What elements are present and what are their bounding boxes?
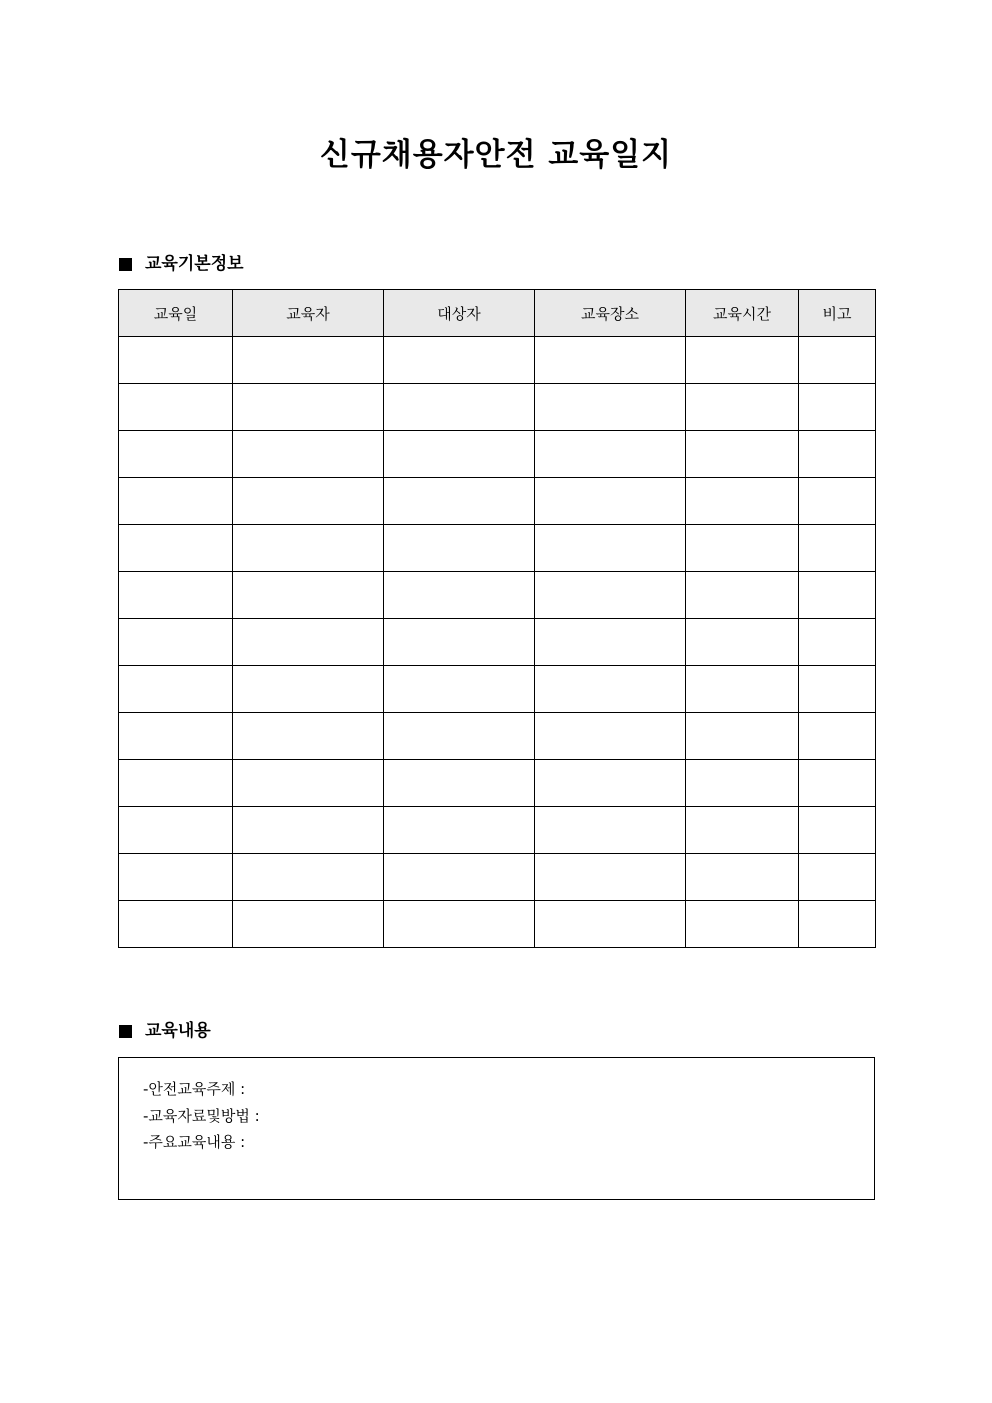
table-cell-trainee[interactable] [384,760,535,807]
column-header-location: 교육장소 [535,290,686,337]
table-cell-duration[interactable] [686,854,799,901]
table-cell-instructor[interactable] [233,807,384,854]
table-cell-remarks[interactable] [799,901,876,948]
table-cell-duration[interactable] [686,760,799,807]
column-header-trainee: 대상자 [384,290,535,337]
table-cell-date[interactable] [119,901,233,948]
table-cell-instructor[interactable] [233,431,384,478]
table-cell-remarks[interactable] [799,431,876,478]
table-cell-date[interactable] [119,666,233,713]
table-cell-instructor[interactable] [233,384,384,431]
table-cell-date[interactable] [119,337,233,384]
table-cell-remarks[interactable] [799,713,876,760]
table-cell-remarks[interactable] [799,666,876,713]
table-cell-duration[interactable] [686,619,799,666]
section-heading-label: 교육내용 [145,1021,211,1041]
table-cell-date[interactable] [119,760,233,807]
table-cell-duration[interactable] [686,572,799,619]
table-cell-remarks[interactable] [799,478,876,525]
table-cell-date[interactable] [119,572,233,619]
table-cell-instructor[interactable] [233,854,384,901]
table-cell-date[interactable] [119,384,233,431]
table-cell-location[interactable] [535,431,686,478]
section-heading-basic-info [119,252,244,276]
table-cell-date[interactable] [119,807,233,854]
table-cell-location[interactable] [535,572,686,619]
table-cell-instructor[interactable] [233,478,384,525]
table-row [119,525,876,572]
table-cell-date[interactable] [119,854,233,901]
column-header-instructor: 교육자 [233,290,384,337]
table-cell-instructor[interactable] [233,901,384,948]
table-cell-instructor[interactable] [233,760,384,807]
table-cell-trainee[interactable] [384,619,535,666]
table-row [119,713,876,760]
table-cell-instructor[interactable] [233,525,384,572]
table-row [119,478,876,525]
table-cell-location[interactable] [535,760,686,807]
table-cell-date[interactable] [119,713,233,760]
table-cell-duration[interactable] [686,713,799,760]
column-header-date: 교육일 [119,290,233,337]
table-cell-remarks[interactable] [799,807,876,854]
content-line-topic: -안전교육주제 : [143,1080,246,1098]
table-row [119,901,876,948]
square-bullet-icon [119,258,132,271]
table-cell-location[interactable] [535,384,686,431]
table-cell-location[interactable] [535,713,686,760]
table-cell-date[interactable] [119,478,233,525]
table-cell-instructor[interactable] [233,619,384,666]
table-cell-instructor[interactable] [233,666,384,713]
basic-info-table [118,289,876,948]
table-cell-trainee[interactable] [384,478,535,525]
table-row [119,431,876,478]
table-cell-duration[interactable] [686,478,799,525]
table-cell-location[interactable] [535,478,686,525]
column-header-duration: 교육시간 [686,290,799,337]
table-cell-remarks[interactable] [799,525,876,572]
table-cell-duration[interactable] [686,525,799,572]
table-cell-remarks[interactable] [799,619,876,666]
content-line-materials: -교육자료및방법 : [143,1106,260,1125]
table-cell-trainee[interactable] [384,901,535,948]
table-cell-duration[interactable] [686,431,799,478]
table-row [119,854,876,901]
table-cell-remarks[interactable] [799,760,876,807]
table-cell-duration[interactable] [686,384,799,431]
table-row [119,384,876,431]
table-row [119,807,876,854]
table-row [119,337,876,384]
column-header-remarks: 비고 [799,290,876,337]
table-cell-location[interactable] [535,666,686,713]
table-cell-instructor[interactable] [233,713,384,760]
table-cell-location[interactable] [535,619,686,666]
table-cell-trainee[interactable] [384,807,535,854]
table-cell-trainee[interactable] [384,337,535,384]
table-cell-trainee[interactable] [384,666,535,713]
table-cell-duration[interactable] [686,666,799,713]
table-cell-duration[interactable] [686,337,799,384]
table-cell-instructor[interactable] [233,572,384,619]
content-box [118,1057,875,1200]
document-title: 신규채용자안전 교육일지 [319,137,673,173]
table-header-row [119,290,876,337]
table-cell-trainee[interactable] [384,525,535,572]
square-bullet-icon [119,1025,132,1038]
table-cell-remarks[interactable] [799,572,876,619]
table-cell-trainee[interactable] [384,572,535,619]
table-cell-trainee[interactable] [384,384,535,431]
table-row [119,572,876,619]
table-cell-remarks[interactable] [799,854,876,901]
table-row [119,760,876,807]
table-row [119,619,876,666]
content-line-main-content: -주요교육내용 : [143,1133,246,1151]
table-cell-trainee[interactable] [384,713,535,760]
section-heading-content [119,1019,211,1043]
table-row [119,666,876,713]
table-cell-remarks[interactable] [799,384,876,431]
table-cell-location[interactable] [535,807,686,854]
table-cell-location[interactable] [535,854,686,901]
table-cell-duration[interactable] [686,807,799,854]
table-cell-duration[interactable] [686,901,799,948]
table-cell-remarks[interactable] [799,337,876,384]
table-cell-location[interactable] [535,901,686,948]
table-cell-location[interactable] [535,525,686,572]
table-cell-date[interactable] [119,525,233,572]
table-cell-date[interactable] [119,431,233,478]
table-cell-location[interactable] [535,337,686,384]
table-cell-instructor[interactable] [233,337,384,384]
table-cell-trainee[interactable] [384,854,535,901]
table-cell-trainee[interactable] [384,431,535,478]
table-cell-date[interactable] [119,619,233,666]
section-heading-label: 교육기본정보 [145,254,244,274]
